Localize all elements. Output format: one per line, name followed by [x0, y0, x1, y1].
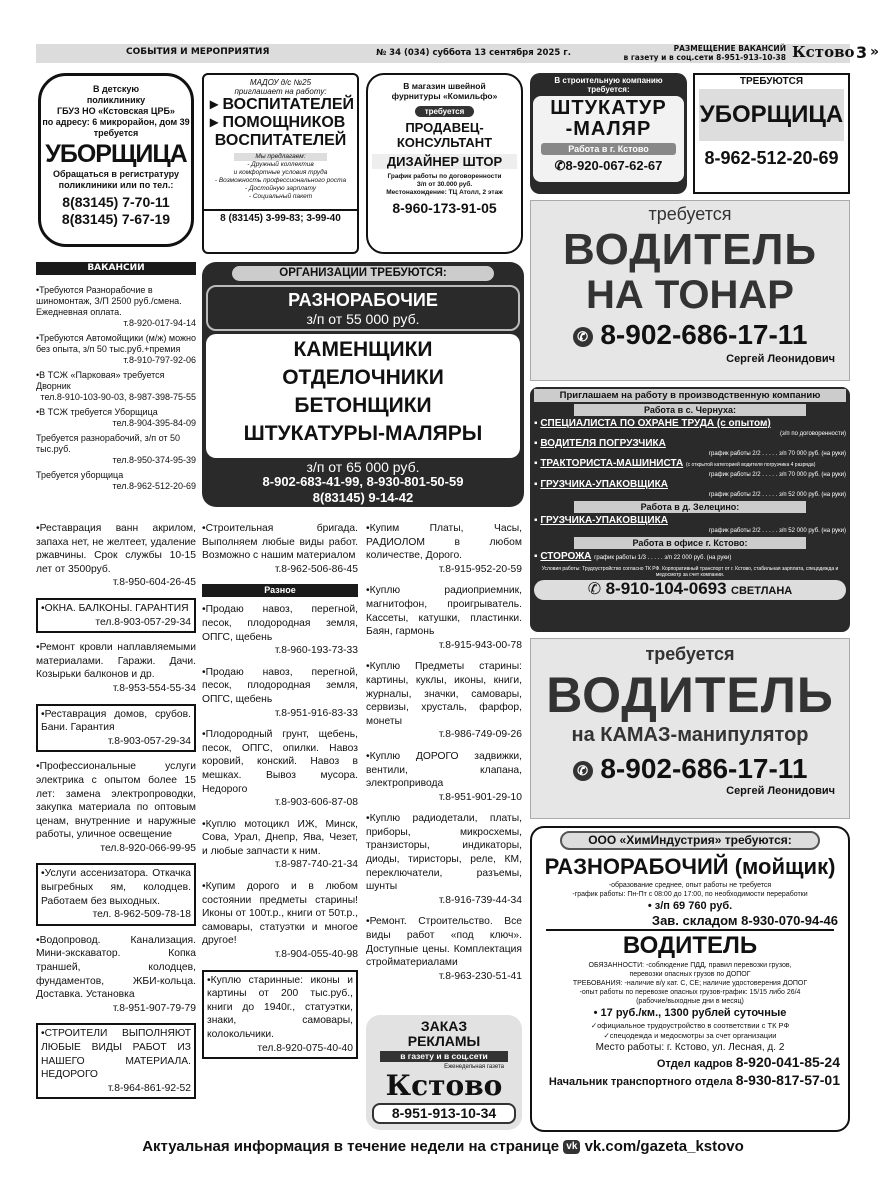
phone-icon: ✆ [554, 158, 566, 173]
ad-organizations: ОРГАНИЗАЦИИ ТРЕБУЮТСЯ: РАЗНОРАБОЧИЕ з/п от 55 000 руб. КАМЕНЩИКИ ОТДЕЛОЧНИКИ БЕТОНЩИКИ ШТУКАТУРЫ-МАЛЯРЫ з/п от 65 000 руб. 8-902-683-41-99, 8-930-801-50-59 8(83145) 9-14-42 [202, 262, 524, 507]
phone-number: тел.8-903-057-29-34 [95, 616, 191, 628]
vk-icon: vk [563, 1140, 580, 1154]
ad-driver-tonar: требуется ВОДИТЕЛЬ НА ТОНАР ✆ 8-902-686-17-11 Сергей Леонидович [530, 200, 850, 381]
classified-item: •Реставрация ванн акрилом, запаха нет, не желтеет, удаление ржавчины. Срок службы 10-15 лет от 3500руб. т.8-950-604-26-45 [36, 523, 196, 589]
phone-number: тел.8-910-103-90-03, 8-987-398-75-55 [40, 392, 196, 402]
vacancies-column [36, 262, 196, 496]
phone-number: т.8-963-230-51-41 [438, 970, 522, 982]
phone-number: т.8-915-952-20-59 [438, 563, 522, 575]
phone-number: т.8-987-740-21-34 [274, 859, 358, 871]
section-title: СОБЫТИЯ И МЕРОПРИЯТИЯ [126, 47, 270, 57]
vk-link[interactable]: vk.com/gazeta_kstovo [584, 1138, 744, 1155]
phone-number: т.8-964-861-92-52 [107, 1082, 191, 1094]
phone-number: тел.8-920-075-40-40 [257, 1042, 353, 1054]
classified-item: •Куплю старинные: иконы и картины от 200 тыс.руб., книги до 1940г., статуэтки, знаки, самовары, колокольчики. тел.8-920-075-40-40 [202, 970, 358, 1060]
phone-number: т.8-950-604-26-45 [112, 577, 196, 589]
phone-number: тел.8-904-395-84-09 [112, 418, 196, 428]
phone-number: т.8-953-554-55-34 [112, 682, 196, 694]
phone-number: т.8-951-907-79-79 [112, 1002, 196, 1014]
vacancy-item: Требуется разнорабочий, з/п от 50 тыс.руб. тел.8-950-374-95-39 [36, 433, 196, 465]
vacancies-title: ВАКАНСИИ [36, 262, 196, 275]
phone-icon: ✆ [573, 327, 593, 347]
vacancy-item: •Требуются Автомойщики (м/ж) можно без опыта, з/п 50 тыс.руб.+премия т.8-910-797-92-06 [36, 333, 196, 365]
classifieds-column-3 [366, 522, 522, 991]
classified-item: •Услуги ассенизатора. Откачка выгребных ям, колодцев. Работаем без выходных. тел. 8-962-509-78-18 [36, 863, 196, 925]
classified-item: •ОКНА. БАЛКОНЫ. ГАРАНТИЯ тел.8-903-057-29-34 [36, 598, 196, 633]
phone-number: т.8-915-943-00-78 [438, 639, 522, 651]
classified-item: •Ремонт кровли наплавляемыми материалами. Гаражи. Дачи. Козырьки балконов и др. т.8-953-554-55-34 [36, 642, 196, 694]
classified-item: •Куплю мотоцикл ИЖ, Минск, Сова, Урал, Днепр, Ява, Чезет, и любые запчасти к ним. т.8-987-740-21-34 [202, 818, 358, 871]
vacancy-item: •В ТСЖ «Парковая» требуется Дворник тел.8-910-103-90-03, 8-987-398-75-55 [36, 370, 196, 402]
phone-number: тел.8-920-066-99-95 [100, 842, 196, 854]
phone-number: т.8-903-057-29-34 [107, 735, 191, 747]
phone-number: т.8-916-739-44-34 [438, 894, 522, 906]
phone-number: т.8-960-193-73-33 [274, 645, 358, 657]
ad-kindergarten: МАДОУ д/с №25 приглашает на работу: ▸ ВОСПИТАТЕЛЕЙ ▸ ПОМОЩНИКОВ ВОСПИТАТЕЛЕЙ Мы предлагаем: - Дружный коллектив и комфортные условия труда - Возможность профессионального роста - Достойную зарплату - Социальный пакет 8 (83145) 3-99-83; 3-99-40 [202, 73, 359, 254]
phone-number: т.8-986-749-09-26 [438, 729, 522, 741]
classified-item: •Профессиональные услуги электрика с опытом более 15 лет: замена электропроводки, закупка материала по оптовым ценам, внутренние и наружные работы, уличное освещение тел.8-920-066-99-95 [36, 761, 196, 854]
vacancies-list [36, 285, 196, 492]
phone-number: тел.8-950-374-95-39 [112, 455, 196, 465]
ad-driver-kamaz: требуется ВОДИТЕЛЬ на КАМАЗ-манипулятор ✆ 8-902-686-17-11 Сергей Леонидович [530, 638, 850, 819]
issue-info: № 34 (034) суббота 13 сентября 2025 г. [376, 48, 571, 58]
ad-title: УБОРЩИЦА [45, 140, 187, 168]
phone-number: тел. 8-962-509-78-18 [92, 909, 191, 921]
ad-production-company: Приглашаем на работу в производственную компанию Работа в с. Чернуха: ▪ СПЕЦИАЛИСТА ПО ОХРАНЕ ТРУДА (с опытом) (з/п по договоренности) ▪ ВОДИТЕЛЯ ПОГРУЗЧИКА график работы 2/2 . . . . . з/п 70 000 руб. (на руки) ▪ ТРАКТОРИСТА-МАШИНИСТА (с открытой категорией водителя погрузчика 4 разряда) график работы 2/2 . . . . . з/п 70 000 руб. (на руки) ▪ ГРУЗЧИКА-УПАКОВЩИКА график работы 2/2 . . . . . з/п 52 000 руб. (на руки) Работа в д. Зелецино: ▪ ГРУЗЧИКА-УПАКОВЩИКА график работы 2/2 . . . . . з/п 52 000 руб. (на руки) Работа в офисе г. Кстово: ▪ СТОРОЖА график работы 1/3 . . . . . з/п 22 000 руб. (на руки) Условия работы: Трудоустройство согласно ТК РФ. Корпоративный транспорт от г. Кстово, стабильная зарплата, спецодежда и медосмотр за счет компании. ✆ 8-910-104-0693 СВЕТЛАНА [530, 387, 850, 632]
classifieds-column-2: •Строительная бригада. Выполняем любые виды работ. Возможно с нашим материалом т.8-962-506-86-45 Разное •Продаю навоз, перегной, песок, плодородная земля, ОПГС, щебень т.8-960-193-73-33 •Продаю навоз, перегной, песок, плодородная земля, ОПГС, щебень т.8-951-916-83-33 •Плодородный грунт, щебень, песок, ОПГС, опилки. Навоз коровий, конский. Навоз в мешках. Вывоз мусора. Недорого т.8-903-606-87-08 •Куплю мотоцикл ИЖ, Минск, Сова, Урал, Днепр, Ява, Чезет, и любые запчасти к ним. т.8-987-740-21-34 •Купим дорого и в любом состоянии предметы старины! Иконы от 100т.р., книги от 50т.р., самовары, статуэтки и многое другое! т.8-904-055-40-98 •Куплю старинные: иконы и картины от 200 тыс.руб., книги до 1940г., статуэтки, знаки, самовары, колокольчики. тел.8-920-075-40-40 [202, 522, 358, 1067]
chevron-right-icon: » [870, 44, 880, 60]
ad-sewing-shop: В магазин швейной фурнитуры «Комильфо» требуется ПРОДАВЕЦ- КОНСУЛЬТАНТ ДИЗАЙНЕР ШТОР График работы по договоренности З/п от 30.000 руб. Местонахождение: ТЦ Атолл, 2 этаж 8-960-173-91-05 [366, 73, 523, 254]
ad-cleaner: ТРЕБУЮТСЯ УБОРЩИЦА 8-962-512-20-69 [693, 73, 850, 194]
newspaper-logo: Кстово [792, 43, 855, 61]
phone-number: т.8-910-797-92-06 [123, 355, 196, 365]
page-number: 3 [856, 43, 868, 62]
ad-advertising-promo: ЗАКАЗ РЕКЛАМЫ в газету и в соц.сети Еженедельная газета Кстово 8-951-913-10-34 [366, 1015, 522, 1130]
classified-item: •Куплю ДОРОГО задвижки, вентили, клапана, электропривода т.8-951-901-29-10 [366, 750, 522, 803]
placement-info: РАЗМЕЩЕНИЕ ВАКАНСИЙ в газету и в соц.сети 8-951-913-10-38 [623, 44, 786, 62]
ad-plasterer: В строительную компанию требуется: ШТУКАТУР -МАЛЯР Работа в г. Кстово ✆8-920-067-62-67 [530, 73, 687, 194]
classified-item: •Плодородный грунт, щебень, песок, ОПГС, опилки. Навоз коровий, конский. Навоз в мешках. Вывоз мусора. Недорого т.8-903-606-87-08 [202, 729, 358, 809]
ad-khimindustriya: ООО «ХимИндустрия» требуются: РАЗНОРАБОЧИЙ (мойщик) -образование среднее, опыт работы не требуется -график работы: Пн-Пт с 08:00 до 17:00, по необходимости переработки • з/п 69 760 руб. Зав. складом 8-930-070-94-46 ВОДИТЕЛЬ ОБЯЗАННОСТИ: -соблюдение ПДД, правил перевозки грузов, перевозки опасных грузов по ДОПОГ ТРЕБОВАНИЯ: -наличие в/у кат. С, СЕ; наличие удостоверения ДОПОГ -опыт работы по перевозке опасных грузов-график: 15/15 либо 26/4 (рабочие/выходные дни в месяц) • 17 руб./км., 1300 рублей суточные ✓официальное трудоустройство в соответствии с ТК РФ ✓спецодежда и медосмотры за счет организации Место работы: г. Кстово, ул. Лесная, д. 2 Отдел кадров 8-920-041-85-24 Начальник транспортного отдела 8-930-817-57-01 [530, 826, 850, 1132]
classified-item: •Ремонт. Строительство. Все виды работ «под ключ». Доступные цены. Комплектация стройматериалами т.8-963-230-51-41 [366, 916, 522, 982]
classified-item: •СТРОИТЕЛИ ВЫПОЛНЯЮТ ЛЮБЫЕ ВИДЫ РАБОТ ИЗ НАШЕГО МАТЕРИАЛА. НЕДОРОГО т.8-964-861-92-52 [36, 1023, 196, 1099]
page-footer: Актуальная информация в течение недели на странице vk vk.com/gazeta_kstovo [142, 1138, 744, 1155]
vacancy-item: •Требуются Разнорабочие в шиномонтаж, З/П 2500 руб./смена. Ежедневная оплата. т.8-920-017-94-14 [36, 285, 196, 328]
newspaper-logo: Кстово [385, 1069, 503, 1102]
classified-item: •Реставрация домов, срубов. Бани. Гарантия т.8-903-057-29-34 [36, 704, 196, 753]
classified-item: •Куплю радиоприемник, магнитофон, проигрыватель. Кассеты, катушки, пластинки. Баян, гармонь т.8-915-943-00-78 [366, 585, 522, 651]
phone-number: тел.8-962-512-20-69 [112, 481, 196, 491]
page-header [36, 43, 880, 63]
classified-item: •Куплю Предметы старины: картины, куклы, иконы, книги, журналы, значки, самовары, сервизы, хрусталь, фарфор, монеты т.8-986-749-09-26 [366, 661, 522, 741]
phone-icon: ✆ [587, 581, 602, 598]
phone-number: т.8-951-916-83-33 [274, 707, 358, 719]
phone-number: т.8-920-017-94-14 [123, 318, 196, 328]
classified-item: •Продаю навоз, перегной, песок, плодородная земля, ОПГС, щебень т.8-960-193-73-33 [202, 604, 358, 657]
classified-item: •Куплю радиодетали, платы, приборы, микросхемы, транзисторы, индикаторы, диоды, тиристоры, реле, КМ, переключатели, разъемы, шунты т.8-916-739-44-34 [366, 813, 522, 906]
classified-item: •Купим Платы, Часы, РАДИОЛОМ в любом количестве, Дорого. т.8-915-952-20-59 [366, 523, 522, 575]
classified-item: •Водопровод. Канализация. Мини-экскаватор. Копка траншей, колодцев, фундаментов, ЖБИ-кольца. Доставка. Установка т.8-951-907-79-79 [36, 934, 196, 1014]
vacancy-item: Требуется уборщица тел.8-962-512-20-69 [36, 470, 196, 491]
phone-number: т.8-904-055-40-98 [274, 949, 358, 961]
phone-icon: ✆ [573, 761, 593, 781]
classifieds-column-1 [36, 522, 196, 1107]
vacancy-item: •В ТСЖ требуется Уборщица тел.8-904-395-84-09 [36, 407, 196, 428]
ad-cleaner-polyclinic: В детскую поликлинику ГБУЗ НО «Кстовская ЦРБ» по адресу: 6 микрорайон, дом 39 требуется УБОРЩИЦА Обращаться в регистратуру поликлиники или по тел.: 8(83145) 7-70-11 8(83145) 7-67-19 [38, 73, 194, 247]
phone-number: т.8-951-901-29-10 [438, 791, 522, 803]
classified-item: •Продаю навоз, перегной, песок, плодородная земля, ОПГС, щебень т.8-951-916-83-33 [202, 666, 358, 719]
classified-item: •Купим дорого и в любом состоянии предметы старины! Иконы от 100т.р., книги от 50т.р., самовары, статуэтки и многое другое! т.8-904-055-40-98 [202, 881, 358, 961]
phone-number: т.8-903-606-87-08 [274, 797, 358, 809]
misc-title: Разное [202, 584, 358, 597]
